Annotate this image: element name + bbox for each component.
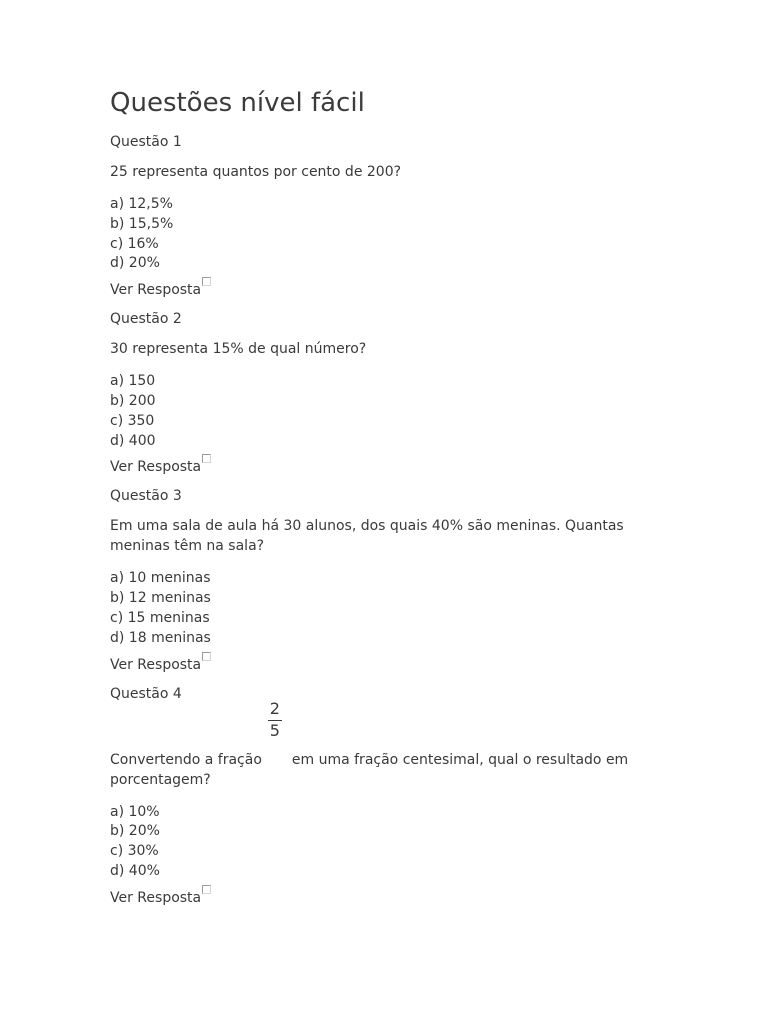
question-text: 25 representa quantos por cento de 200? — [110, 164, 402, 180]
question-text — [110, 698, 660, 790]
fraction-numerator: 2 — [269, 698, 280, 718]
option-d: d) 20% — [110, 255, 160, 272]
option-a: a) 10% — [110, 803, 160, 820]
fraction — [268, 698, 282, 764]
answer-options — [110, 569, 660, 648]
question-1 — [110, 132, 660, 309]
option-d: d) 400 — [110, 432, 156, 449]
option-b: b) 12 meninas — [110, 590, 211, 607]
option-d: d) 18 meninas — [110, 629, 211, 646]
option-c: c) 15 meninas — [110, 609, 210, 626]
show-answer-toggle[interactable] — [110, 655, 211, 675]
show-answer-label: Ver Resposta — [110, 889, 202, 906]
page-title: Questões nível fácil — [110, 88, 365, 118]
option-c: c) 350 — [110, 412, 155, 429]
option-a: a) 12,5% — [110, 196, 173, 212]
checkbox-icon[interactable] — [202, 885, 211, 894]
show-answer-label: Ver Resposta — [110, 459, 202, 476]
question-text: 30 representa 15% de qual número? — [110, 341, 367, 358]
question-3 — [110, 486, 660, 683]
option-b: b) 15,5% — [110, 215, 174, 232]
show-answer-toggle[interactable] — [110, 280, 211, 300]
option-c: c) 30% — [110, 843, 159, 860]
option-b: b) 200 — [110, 392, 156, 409]
show-answer-toggle[interactable] — [110, 457, 211, 477]
show-answer-label: Ver Resposta — [110, 282, 202, 299]
question-text-after: em uma fração centesimal, qual o resultado em porcentagem? — [110, 751, 629, 788]
checkbox-icon[interactable] — [202, 454, 211, 463]
question-label: Questão 3 — [110, 488, 182, 505]
question-label: Questão 4 — [110, 685, 182, 702]
answer-options — [110, 803, 660, 882]
option-c: c) 16% — [110, 235, 159, 252]
checkbox-icon[interactable] — [202, 652, 211, 661]
option-a: a) 10 meninas — [110, 570, 211, 587]
checkbox-icon[interactable] — [202, 277, 211, 286]
option-d: d) 40% — [110, 862, 160, 879]
answer-options — [110, 372, 660, 451]
option-a: a) 150 — [110, 373, 156, 390]
question-label: Questão 1 — [110, 134, 182, 150]
question-text-before: Convertendo a fração — [110, 751, 262, 768]
page-content — [110, 86, 660, 917]
show-answer-label: Ver Resposta — [110, 656, 202, 673]
question-4 — [110, 684, 660, 917]
question-label: Questão 2 — [110, 311, 182, 328]
option-b: b) 20% — [110, 823, 160, 840]
fraction-denominator: 5 — [269, 720, 280, 740]
question-2 — [110, 309, 660, 486]
show-answer-toggle[interactable] — [110, 888, 211, 908]
question-text: Em uma sala de aula há 30 alunos, dos quais 40% são meninas. Quantas meninas têm na sala? — [110, 518, 624, 555]
answer-options — [110, 195, 660, 274]
